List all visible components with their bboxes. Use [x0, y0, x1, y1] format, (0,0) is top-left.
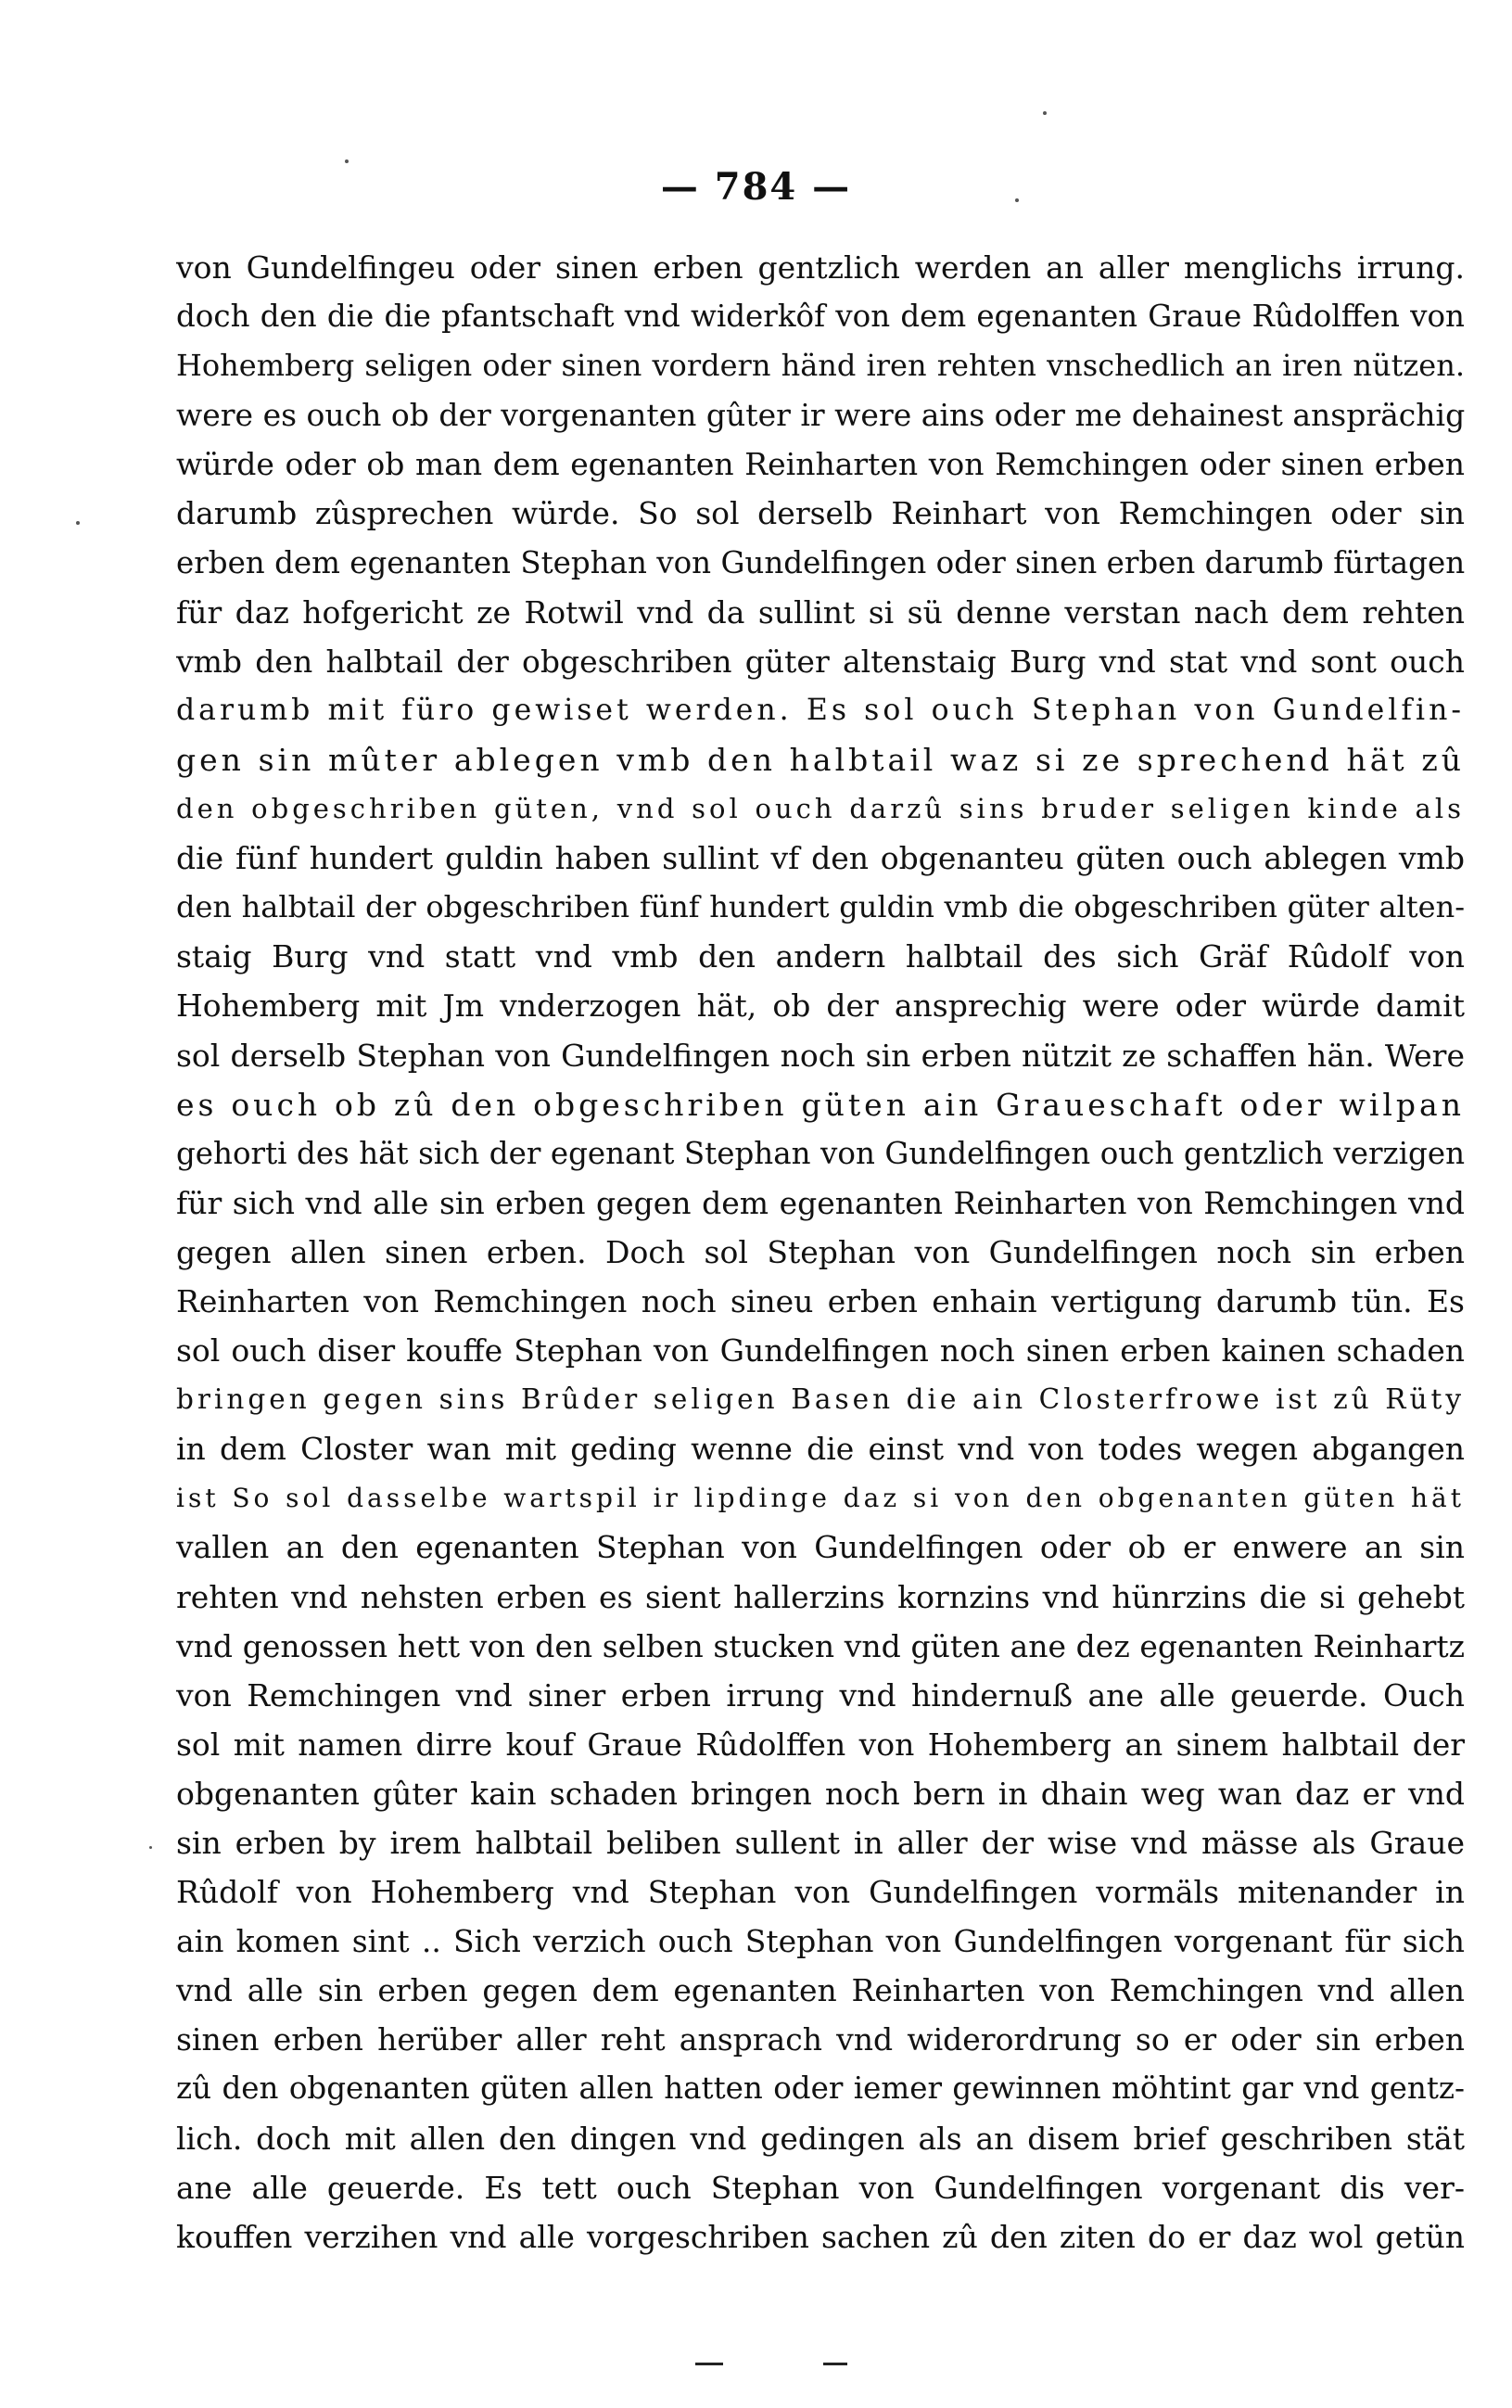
scan-line: [695, 2363, 723, 2365]
text-line: ist So sol dasselbe wartspil ir lipdinge daz si von den obgenanten güten hät: [176, 1483, 1465, 1514]
text-line: von Remchingen vnd siner erben irrung vnd hindernuß ane alle geuerde. Ouch: [176, 1676, 1465, 1714]
scan-speck: [1043, 111, 1047, 115]
scan-line: [823, 2363, 847, 2365]
text-line: obgenanten gûter kain schaden bringen noch bern in dhain weg wan daz er vnd: [176, 1775, 1465, 1812]
page-number: — 784 —: [660, 165, 852, 209]
text-line: den obgeschriben güten, vnd sol ouch darzû sins bruder seligen kinde als: [176, 793, 1465, 825]
scan-speck: [76, 521, 80, 525]
text-line: sol derselb Stephan von Gundelfingen noch sin erben nützit ze schaffen hän. Were: [176, 1037, 1465, 1074]
text-line: Reinharten von Remchingen noch sineu erben enhain vertigung darumb tün. Es: [176, 1282, 1465, 1319]
text-line: die fünf hundert guldin haben sullint vf den obgenanteu güten ouch ablegen vmb: [176, 840, 1465, 877]
text-line: für sich vnd alle sin erben gegen dem egenanten Reinharten von Remchingen vnd: [176, 1184, 1465, 1221]
text-line: es ouch ob zû den obgeschriben güten ain Graueschaft oder wilpan: [176, 1086, 1465, 1123]
text-line: für daz hofgericht ze Rotwil vnd da sullint si sü denne verstan nach dem rehten: [176, 593, 1465, 631]
text-line: Rûdolf von Hohemberg vnd Stephan von Gundelfingen vormäls mitenander in: [176, 1874, 1465, 1911]
text-line: gen sin mûter ablegen vmb den halbtail waz si ze sprechend hät zû: [176, 741, 1465, 778]
text-line: lich. doch mit allen den dingen vnd gedingen als an disem brief geschriben stät: [176, 2120, 1465, 2157]
text-line: vallen an den egenanten Stephan von Gundelfingen oder ob er enwere an sin: [176, 1529, 1465, 1566]
text-line: Hohemberg mit Jm vnderzogen hät, ob der ansprechig were oder würde damit: [176, 987, 1465, 1025]
scan-speck: [345, 159, 349, 163]
text-line: würde oder ob man dem egenanten Reinharten von Remchingen oder sinen erben: [176, 446, 1465, 483]
text-line: were es ouch ob der vorgenanten gûter ir were ains oder me dehainest ansprächig: [176, 397, 1465, 434]
text-line: den halbtail der obgeschriben fünf hundert guldin vmb die obgeschriben güter alten-: [176, 889, 1465, 925]
text-line: rehten vnd nehsten erben es sient hallerzins kornzins vnd hünrzins die si gehebt: [176, 1578, 1465, 1615]
body-text: [176, 243, 1465, 2261]
text-line: staig Burg vnd statt vnd vmb den andern halbtail des sich Gräf Rûdolf von: [176, 938, 1465, 975]
text-line: vnd genossen hett von den selben stucken vnd güten ane dez egenanten Reinhartz: [176, 1627, 1465, 1664]
text-line: bringen gegen sins Brûder seligen Basen die ain Closterfrowe ist zû Rüty: [176, 1383, 1465, 1416]
text-line: gegen allen sinen erben. Doch sol Stephan von Gundelfingen noch sin erben: [176, 1233, 1465, 1270]
text-line: von Gundelfingeu oder sinen erben gentzlich werden an aller menglichs irrung.: [176, 249, 1465, 286]
text-line: vmb den halbtail der obgeschriben güter altenstaig Burg vnd stat vnd sont ouch: [176, 643, 1465, 680]
text-line: sin erben by irem halbtail beliben sullent in aller der wise vnd mässe als Graue: [176, 1825, 1465, 1861]
text-line: doch den die die pfantschaft vnd widerkôf von dem egenanten Graue Rûdolffen von: [176, 299, 1465, 335]
text-line: ane alle geuerde. Es tett ouch Stephan von Gundelfingen vorgenant dis ver-: [176, 2169, 1465, 2206]
text-line: in dem Closter wan mit geding wenne die einst vnd von todes wegen abgangen: [176, 1431, 1465, 1468]
text-line: erben dem egenanten Stephan von Gundelfingen oder sinen erben darumb fürtagen: [176, 544, 1465, 580]
scan-speck: [149, 1846, 152, 1849]
text-line: darumb zûsprechen würde. So sol derselb Reinhart von Remchingen oder sin: [176, 495, 1465, 532]
text-line: Hohemberg seligen oder sinen vordern händ iren rehten vnschedlich an iren nützen.: [176, 348, 1465, 384]
text-line: ain komen sint .. Sich verzich ouch Stephan von Gundelfingen vorgenant für sich: [176, 1923, 1465, 1960]
text-line: kouffen verzihen vnd alle vorgeschriben sachen zû den ziten do er daz wol getün: [176, 2218, 1465, 2255]
scan-speck: [1015, 198, 1019, 202]
text-line: sol mit namen dirre kouf Graue Rûdolffen von Hohemberg an sinem halbtail der: [176, 1726, 1465, 1763]
text-line: sinen erben herüber aller reht ansprach vnd widerordrung so er oder sin erben: [176, 2021, 1465, 2058]
text-line: vnd alle sin erben gegen dem egenanten Reinharten von Remchingen vnd allen: [176, 1972, 1465, 2009]
text-line: sol ouch diser kouffe Stephan von Gundelfingen noch sinen erben kainen schaden: [176, 1332, 1465, 1370]
text-line: zû den obgenanten güten allen hatten oder iemer gewinnen möhtint gar vnd gentz-: [176, 2070, 1465, 2107]
text-line: darumb mit füro gewiset werden. Es sol ouch Stephan von Gundelfin-: [176, 693, 1465, 727]
text-line: gehorti des hät sich der egenant Stephan von Gundelfingen ouch gentzlich verzigen: [176, 1135, 1465, 1171]
